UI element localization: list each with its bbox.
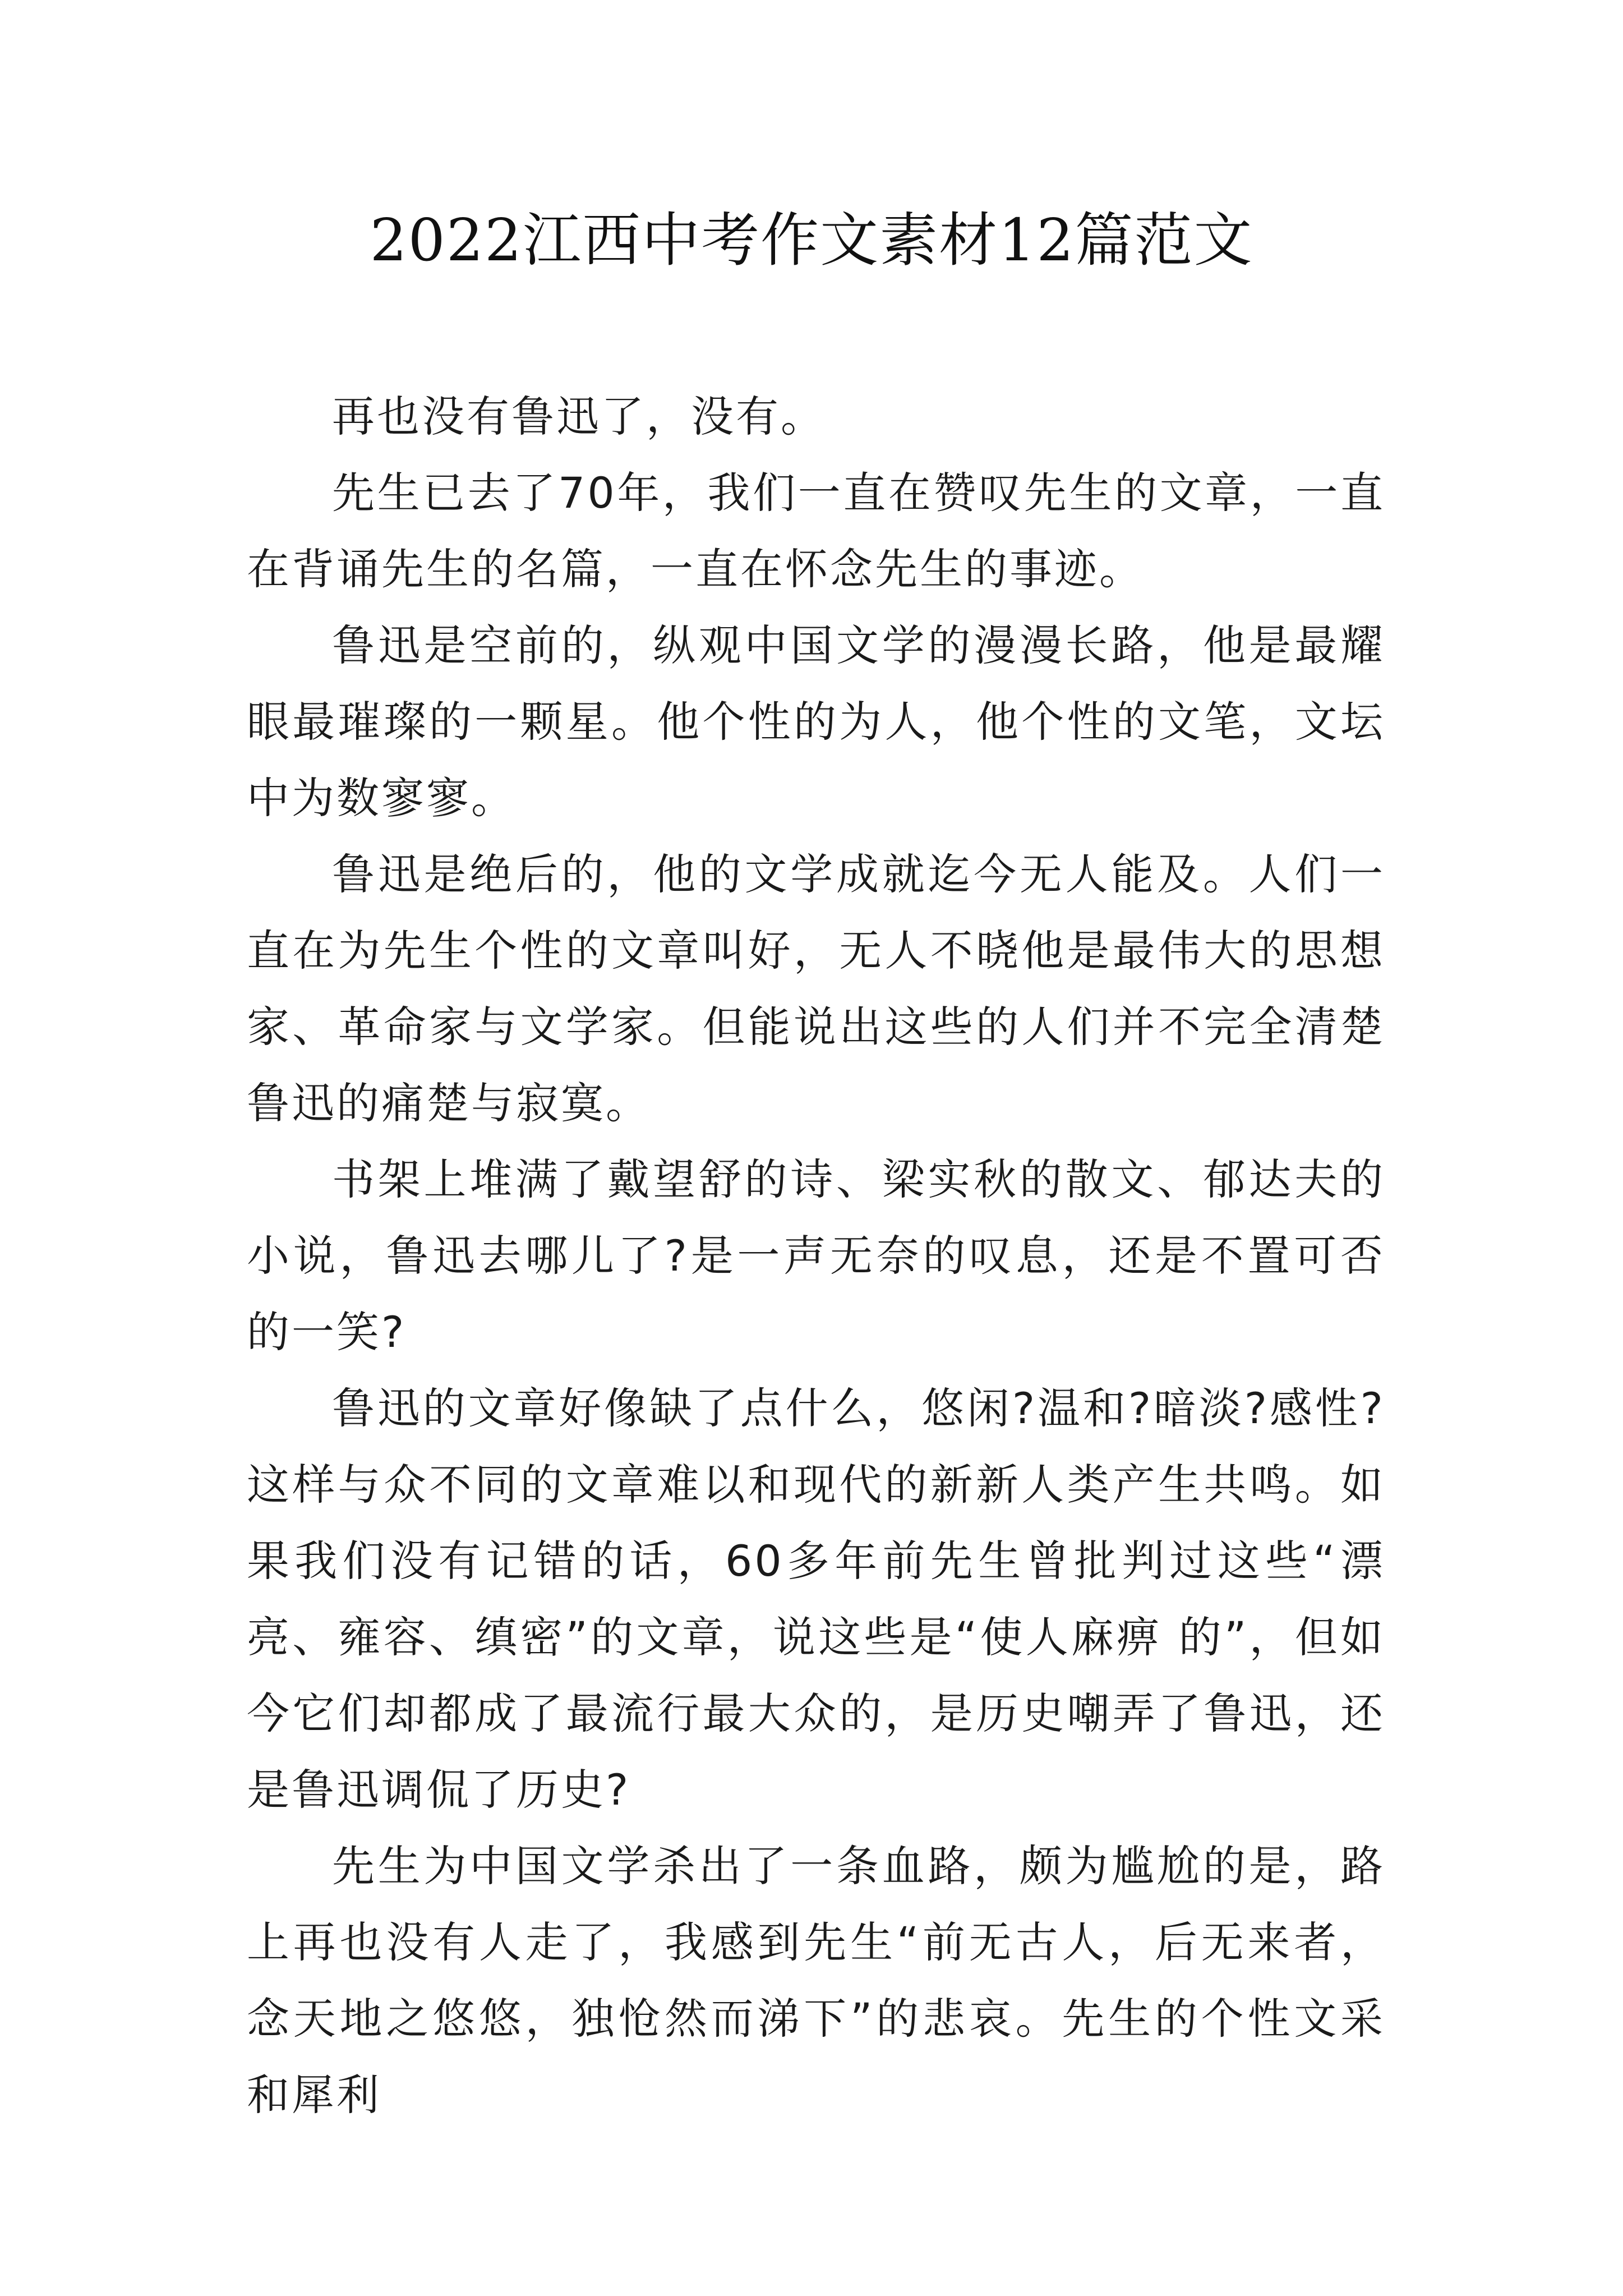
document-body [247,379,1385,2133]
document-title: 2022江西中考作文素材12篇范文 [370,206,1253,274]
paragraph: 鲁迅是绝后的，他的文学成就迄今无人能及。人们一直在为先生个性的文章叫好，无人不晓他是最伟大的思想家、革命家与文学家。但能说出这些的人们并不完全清楚鲁迅的痛楚与寂寞。 [247,849,1385,1128]
paragraph: 再也没有鲁迅了，没有。 [332,392,826,441]
paragraph: 鲁迅是空前的，纵观中国文学的漫漫长路，他是最耀眼最璀璨的一颗星。他个性的为人，他个性的文笔，文坛中为数寥寥。 [247,620,1385,823]
paragraph: 先生已去了70年，我们一直在赞叹先生的文章，一直在背诵先生的名篇，一直在怀念先生的事迹。 [247,468,1385,594]
paragraph: 先生为中国文学杀出了一条血路，颇为尴尬的是，路上再也没有人走了，我感到先生“前无古人，后无来者，念天地之悠悠，独怆然而涕下”的悲哀。先生的个性文采和犀利 [247,1841,1385,2120]
paragraph: 鲁迅的文章好像缺了点什么，悠闲?温和?暗淡?感性?这样与众不同的文章难以和现代的新新人类产生共鸣。如果我们没有记错的话，60多年前先生曾批判过这些“漂亮、雍容、缜密”的文章，说这些是“使人麻痹 的”，但如今它们却都成了最流行最大众的，是历史嘲弄了鲁迅，还是鲁迅调侃了历史? [247,1383,1385,1815]
paragraph: 书架上堆满了戴望舒的诗、梁实秋的散文、郁达夫的小说，鲁迅去哪儿了?是一声无奈的叹息，还是不置可否的一笑? [247,1154,1385,1357]
